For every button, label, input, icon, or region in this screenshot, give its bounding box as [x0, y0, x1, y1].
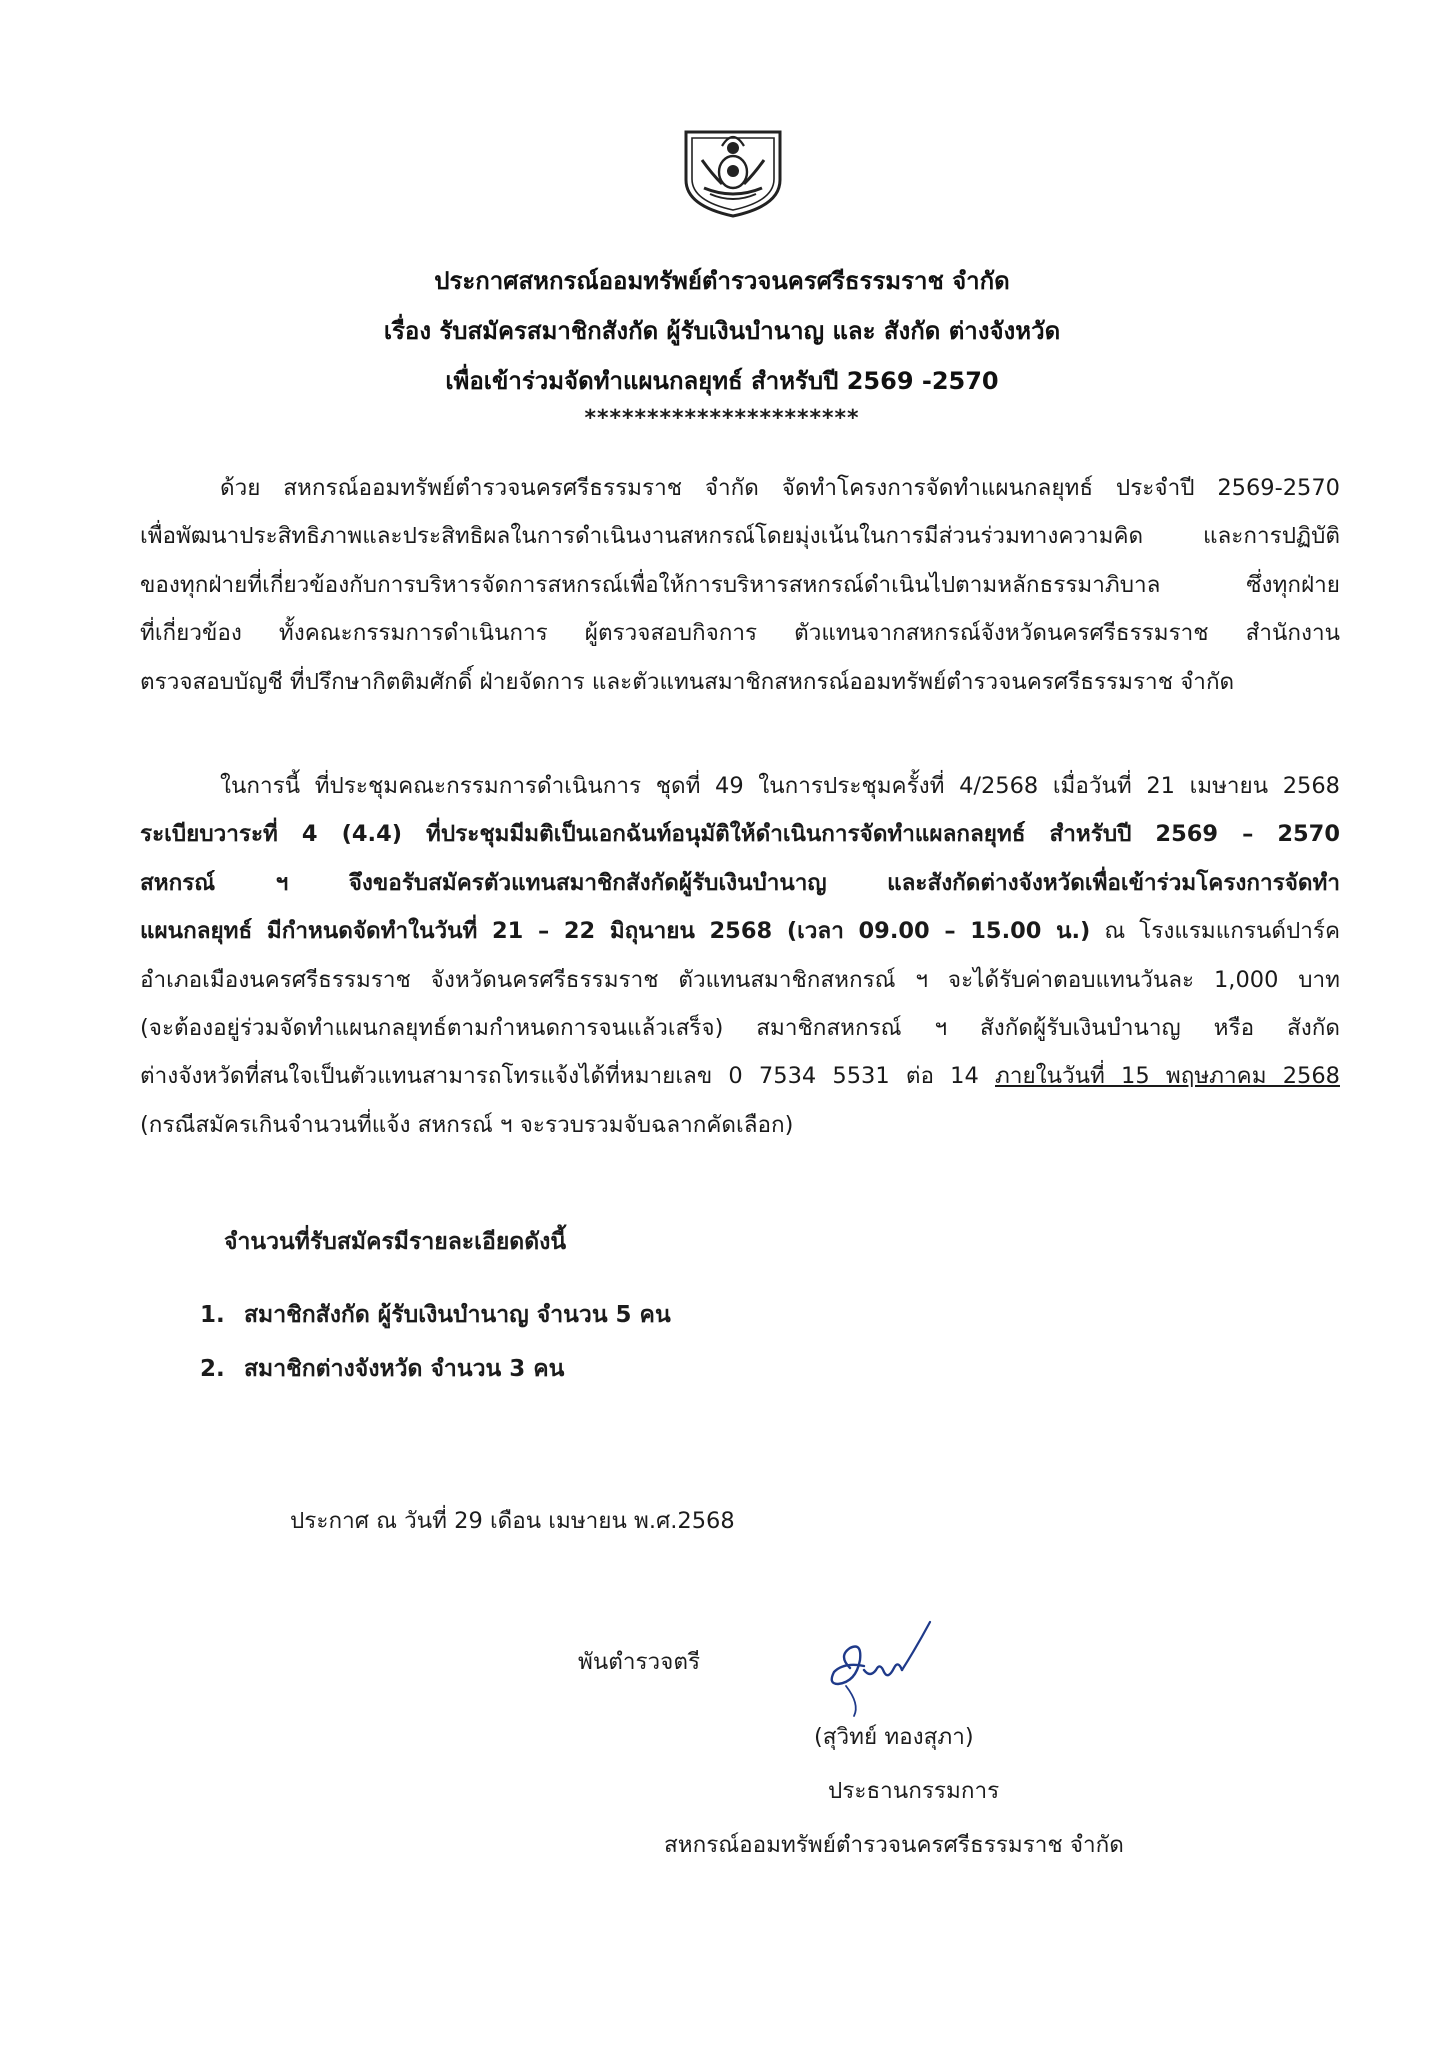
list-item — [200, 1288, 671, 1342]
cooperative-emblem-icon — [682, 122, 784, 218]
signatory-name: (สุวิทย์ ทองสุภา) — [814, 1724, 974, 1750]
title-separator: ********************** — [584, 406, 860, 431]
announcement-title — [0, 256, 1444, 432]
signatory-position: ประธานกรรมการ — [828, 1778, 1000, 1804]
list-item-text: สมาชิกสังกัด ผู้รับเงินบำนาญ จำนวน 5 คน — [244, 1302, 671, 1328]
paragraph-line: ตรวจสอบบัญชี ที่ปรึกษากิตติมศักดิ์ ฝ่ายจัดการ และตัวแทนสมาชิกสหกรณ์ออมทรัพย์ตำรวจนครศรีธรรมราช จำกัด — [140, 668, 1235, 695]
signatory-organization: สหกรณ์ออมทรัพย์ตำรวจนครศรีธรรมราช จำกัด — [664, 1832, 1124, 1858]
paragraph-details — [140, 762, 1340, 1149]
deadline-date: ภายในวันที่ 15 พฤษภาคม 2568 — [995, 1063, 1340, 1090]
contact-phone-text: ต่างจังหวัดที่สนใจเป็นตัวแทนสามารถโทรแจ้งได้ที่หมายเลข 0 7534 5531 ต่อ 14 — [140, 1063, 995, 1090]
handwritten-signature-icon — [810, 1608, 990, 1728]
schedule-venue: ณ โรงแรมแกรนด์ปาร์ค — [1090, 918, 1341, 945]
paragraph-line: ที่เกี่ยวข้อง ทั้งคณะกรรมการดำเนินการ ผู้ตรวจสอบกิจการ ตัวแทนจากสหกรณ์จังหวัดนครศรีธรรมราช สำนักงาน — [140, 620, 1340, 647]
paragraph-line-schedule — [140, 907, 1340, 955]
paragraph-line: ด้วย สหกรณ์ออมทรัพย์ตำรวจนครศรีธรรมราช จำกัด จัดทำโครงการจัดทำแผนกลยุทธ์ ประจำปี 2569-2570 — [220, 475, 1340, 501]
paragraph-introduction — [140, 464, 1340, 706]
signatory-rank: พันตำรวจตรี — [578, 1649, 701, 1675]
list-item-number: 1. — [200, 1302, 225, 1328]
schedule-intro: แผนกลยุทธ์ — [140, 918, 267, 945]
quota-list-title: จำนวนที่รับสมัครมีรายละเอียดดังนี้ — [224, 1229, 567, 1255]
paragraph-line-contact — [140, 1052, 1340, 1100]
paragraph-line: อำเภอเมืองนครศรีธรรมราช จังหวัดนครศรีธรรมราช ตัวแทนสมาชิกสหกรณ์ ฯ จะได้รับค่าตอบแทนวันละ 1,000 บาท — [140, 966, 1340, 993]
schedule-date-time: มีกำหนดจัดทำในวันที่ 21 – 22 มิถุนายน 2568 (เวลา 09.00 – 15.00 น.) — [266, 918, 1091, 945]
paragraph-line: ของทุกฝ่ายที่เกี่ยวข้องกับการบริหารจัดการสหกรณ์เพื่อให้การบริหารสหกรณ์ดำเนินไปตามหลักธรรมาภิบาล ซึ่งทุกฝ่าย — [140, 571, 1340, 598]
title-line-3: เพื่อเข้าร่วมจัดทำแผนกลยุทธ์ สำหรับปี 2569 -2570 — [445, 367, 999, 395]
list-item-text: สมาชิกต่างจังหวัด จำนวน 3 คน — [244, 1356, 565, 1382]
title-line-1: ประกาศสหกรณ์ออมทรัพย์ตำรวจนครศรีธรรมราช จำกัด — [434, 267, 1010, 295]
paragraph-line: เพื่อพัฒนาประสิทธิภาพและประสิทธิผลในการดำเนินงานสหกรณ์โดยมุ่งเน้นในการมีส่วนร่วมทางความคิด และการปฏิบัติ — [140, 523, 1340, 550]
quota-list — [200, 1288, 671, 1396]
paragraph-line: ระเบียบวาระที่ 4 (4.4) ที่ประชุมมีมติเป็นเอกฉันท์อนุมัติให้ดำเนินการจัดทำแผลกลยุทธ์ สำหรับปี 2569 – 2570 — [140, 821, 1340, 848]
list-item — [200, 1342, 671, 1396]
paragraph-line: สหกรณ์ ฯ จึงขอรับสมัครตัวแทนสมาชิกสังกัดผู้รับเงินบำนาญ และสังกัดต่างจังหวัดเพื่อเข้าร่วมโครงการจัดทำ — [140, 869, 1340, 896]
list-item-number: 2. — [200, 1356, 225, 1382]
title-line-2: เรื่อง รับสมัครสมาชิกสังกัด ผู้รับเงินบำนาญ และ สังกัด ต่างจังหวัด — [383, 317, 1061, 345]
paragraph-line: (จะต้องอยู่ร่วมจัดทำแผนกลยุทธ์ตามกำหนดการจนแล้วเสร็จ) สมาชิกสหกรณ์ ฯ สังกัดผู้รับเงินบำนาญ หรือ สังกัด — [140, 1015, 1340, 1042]
paragraph-line: ในการนี้ ที่ประชุมคณะกรรมการดำเนินการ ชุดที่ 49 ในการประชุมครั้งที่ 4/2568 เมื่อวันที่ 21 เมษายน 2568 — [220, 773, 1340, 799]
paragraph-line: (กรณีสมัครเกินจำนวนที่แจ้ง สหกรณ์ ฯ จะรวบรวมจับฉลากคัดเลือก) — [140, 1111, 794, 1138]
announcement-date: ประกาศ ณ วันที่ 29 เดือน เมษายน พ.ศ.2568 — [290, 1508, 735, 1534]
